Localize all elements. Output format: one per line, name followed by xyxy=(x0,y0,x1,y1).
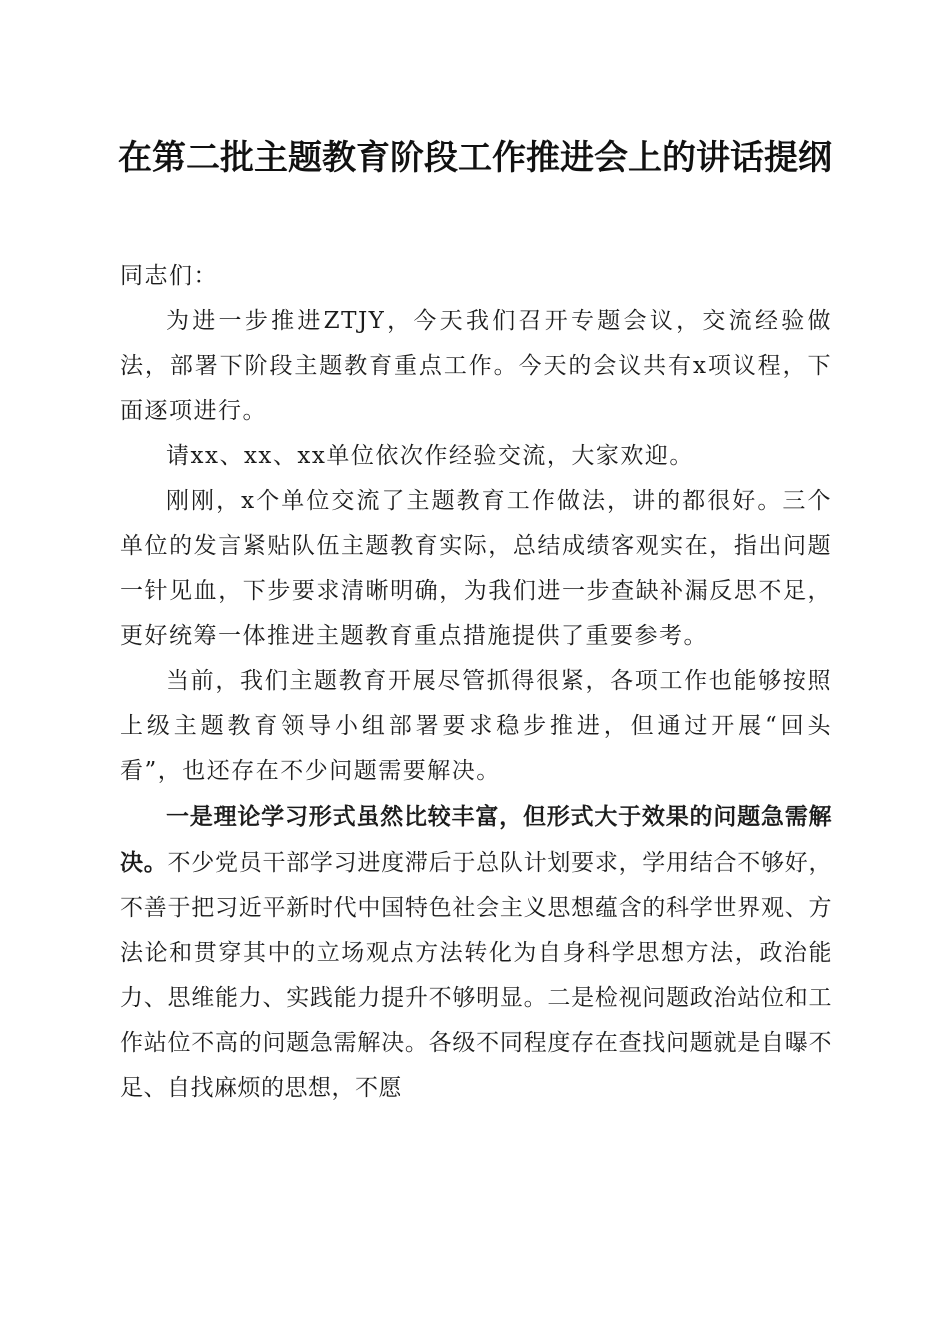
salutation: 同志们： xyxy=(120,263,218,289)
document-body xyxy=(120,254,832,1111)
paragraph-intro: 为进一步推进ZTJY，今天我们召开专题会议，交流经验做法，部署下阶段主题教育重点工作。今天的会议共有x项议程，下面逐项进行。 xyxy=(120,308,832,424)
paragraph-exchange: 请xx、xx、xx单位依次作经验交流，大家欢迎。 xyxy=(166,443,694,469)
document-title: 在第二批主题教育阶段工作推进会上的讲话提纲 xyxy=(118,138,832,178)
paragraph-issues xyxy=(120,794,832,1111)
paragraph-comment: 刚刚，x个单位交流了主题教育工作做法，讲的都很好。三个单位的发言紧贴队伍主题教育实际，总结成绩客观实在，指出问题一针见血，下步要求清晰明确，为我们进一步查缺补漏反思不足，更好统筹一体推进主题教育重点措施提供了重要参考。 xyxy=(120,488,832,649)
paragraph-status: 当前，我们主题教育开展尽管抓得很紧，各项工作也能够按照上级主题教育领导小组部署要求稳步推进，但通过开展“回头看”，也还存在不少问题需要解决。 xyxy=(120,668,832,784)
issue-text: 不少党员干部学习进度滞后于总队计划要求，学用结合不够好，不善于把习近平新时代中国特色社会主义思想蕴含的科学世界观、方法论和贯穿其中的立场观点方法转化为自身科学思想方法，政治能力、思维能力、实践能力提升不够明显。二是检视问题政治站位和工作站位不高的问题急需解决。各级不同程度存在查找问题就是自曝不足、自找麻烦的思想，不愿 xyxy=(120,850,833,1101)
issue-lead-bold: 一是理论学习形式虽然比较丰富，但形式大于效果的问题急需解决。 xyxy=(120,803,832,876)
